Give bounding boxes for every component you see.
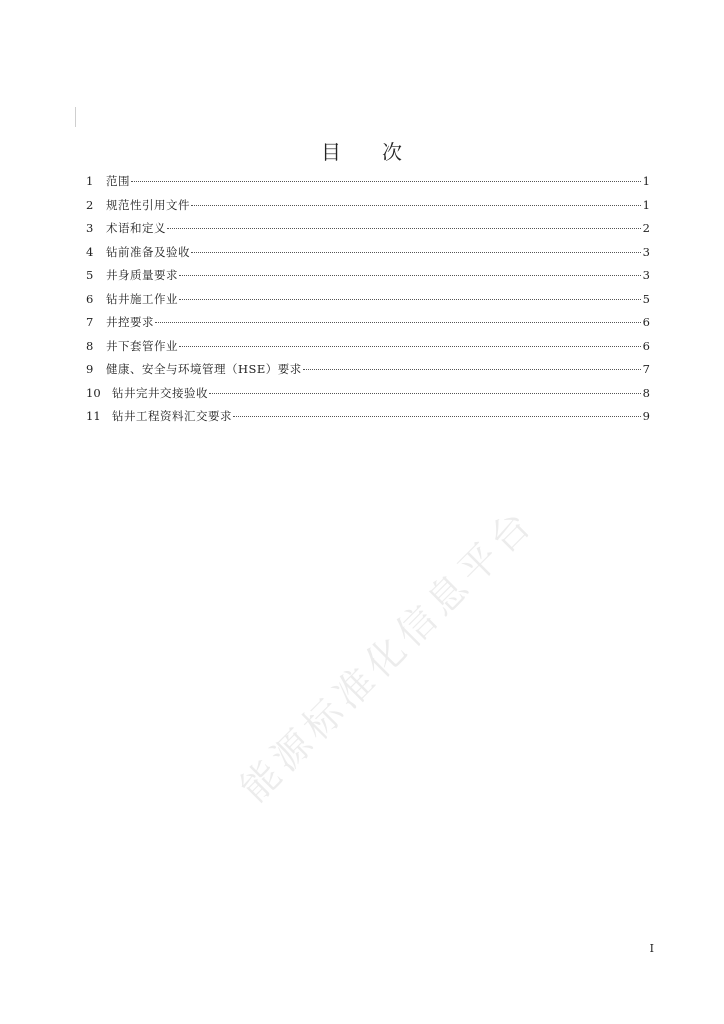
toc-entry-label: 井控要求 <box>106 315 154 329</box>
toc-entry[interactable] <box>86 384 650 408</box>
toc-entry-label: 健康、安全与环境管理（HSE）要求 <box>106 362 302 376</box>
toc-entry-page: 3 <box>642 244 650 259</box>
toc-entry-label: 钻井工程资料汇交要求 <box>112 409 232 423</box>
toc-entry-page: 1 <box>642 174 650 188</box>
toc-entry[interactable] <box>86 313 650 337</box>
toc-entry[interactable] <box>86 360 650 384</box>
toc-entry-page: 8 <box>642 385 650 400</box>
toc-entry-page: 6 <box>642 315 650 329</box>
toc-list <box>86 172 650 431</box>
toc-leader-dots <box>167 228 641 229</box>
toc-entry-label: 钻井完井交接验收 <box>112 385 208 400</box>
toc-entry[interactable] <box>86 219 650 243</box>
toc-entry-page: 1 <box>642 197 650 212</box>
toc-leader-dots <box>209 393 641 394</box>
toc-leader-dots <box>179 346 641 347</box>
toc-entry-number: 10 <box>86 385 101 400</box>
toc-entry-label: 钻井施工作业 <box>106 291 178 306</box>
toc-entry-number: 11 <box>86 409 101 423</box>
toc-entry-number: 8 <box>86 338 94 353</box>
toc-leader-dots <box>131 181 641 182</box>
toc-entry[interactable] <box>86 172 650 196</box>
toc-entry[interactable] <box>86 407 650 431</box>
toc-entry-page: 7 <box>642 362 650 376</box>
toc-entry[interactable] <box>86 337 650 361</box>
toc-entry-label: 井身质量要求 <box>106 268 178 282</box>
toc-entry-page: 6 <box>642 338 650 353</box>
toc-entry-number: 1 <box>86 174 94 188</box>
toc-leader-dots <box>155 322 641 323</box>
toc-entry-label: 术语和定义 <box>106 221 166 235</box>
toc-entry-label: 范围 <box>106 174 130 188</box>
toc-entry[interactable] <box>86 266 650 290</box>
toc-entry-label: 井下套管作业 <box>106 338 178 353</box>
page-number: I <box>649 942 654 955</box>
toc-entry-page: 5 <box>642 291 650 306</box>
margin-mark <box>75 107 76 127</box>
toc-entry-number: 2 <box>86 197 94 212</box>
toc-entry-page: 3 <box>642 268 650 282</box>
toc-entry-label: 规范性引用文件 <box>106 197 190 212</box>
toc-entry[interactable] <box>86 290 650 314</box>
toc-entry-number: 5 <box>86 268 94 282</box>
toc-leader-dots <box>303 369 641 370</box>
toc-entry[interactable] <box>86 243 650 267</box>
toc-entry-label: 钻前准备及验收 <box>106 244 190 259</box>
toc-leader-dots <box>179 299 641 300</box>
toc-title-char-2: 次 <box>382 140 403 164</box>
toc-entry-page: 9 <box>642 409 650 423</box>
toc-leader-dots <box>191 205 641 206</box>
toc-entry-number: 9 <box>86 362 94 376</box>
toc-entry-number: 6 <box>86 291 94 306</box>
toc-entry-page: 2 <box>642 221 650 235</box>
toc-leader-dots <box>191 252 641 253</box>
toc-leader-dots <box>233 416 641 417</box>
toc-entry-number: 3 <box>86 221 94 235</box>
toc-entry[interactable] <box>86 196 650 220</box>
toc-entry-number: 4 <box>86 244 94 259</box>
toc-entry-number: 7 <box>86 315 94 329</box>
toc-title <box>0 136 724 165</box>
toc-title-char-1: 目 <box>321 140 342 164</box>
toc-leader-dots <box>179 275 641 276</box>
watermark: 能源标准化信息平台 <box>231 499 544 811</box>
